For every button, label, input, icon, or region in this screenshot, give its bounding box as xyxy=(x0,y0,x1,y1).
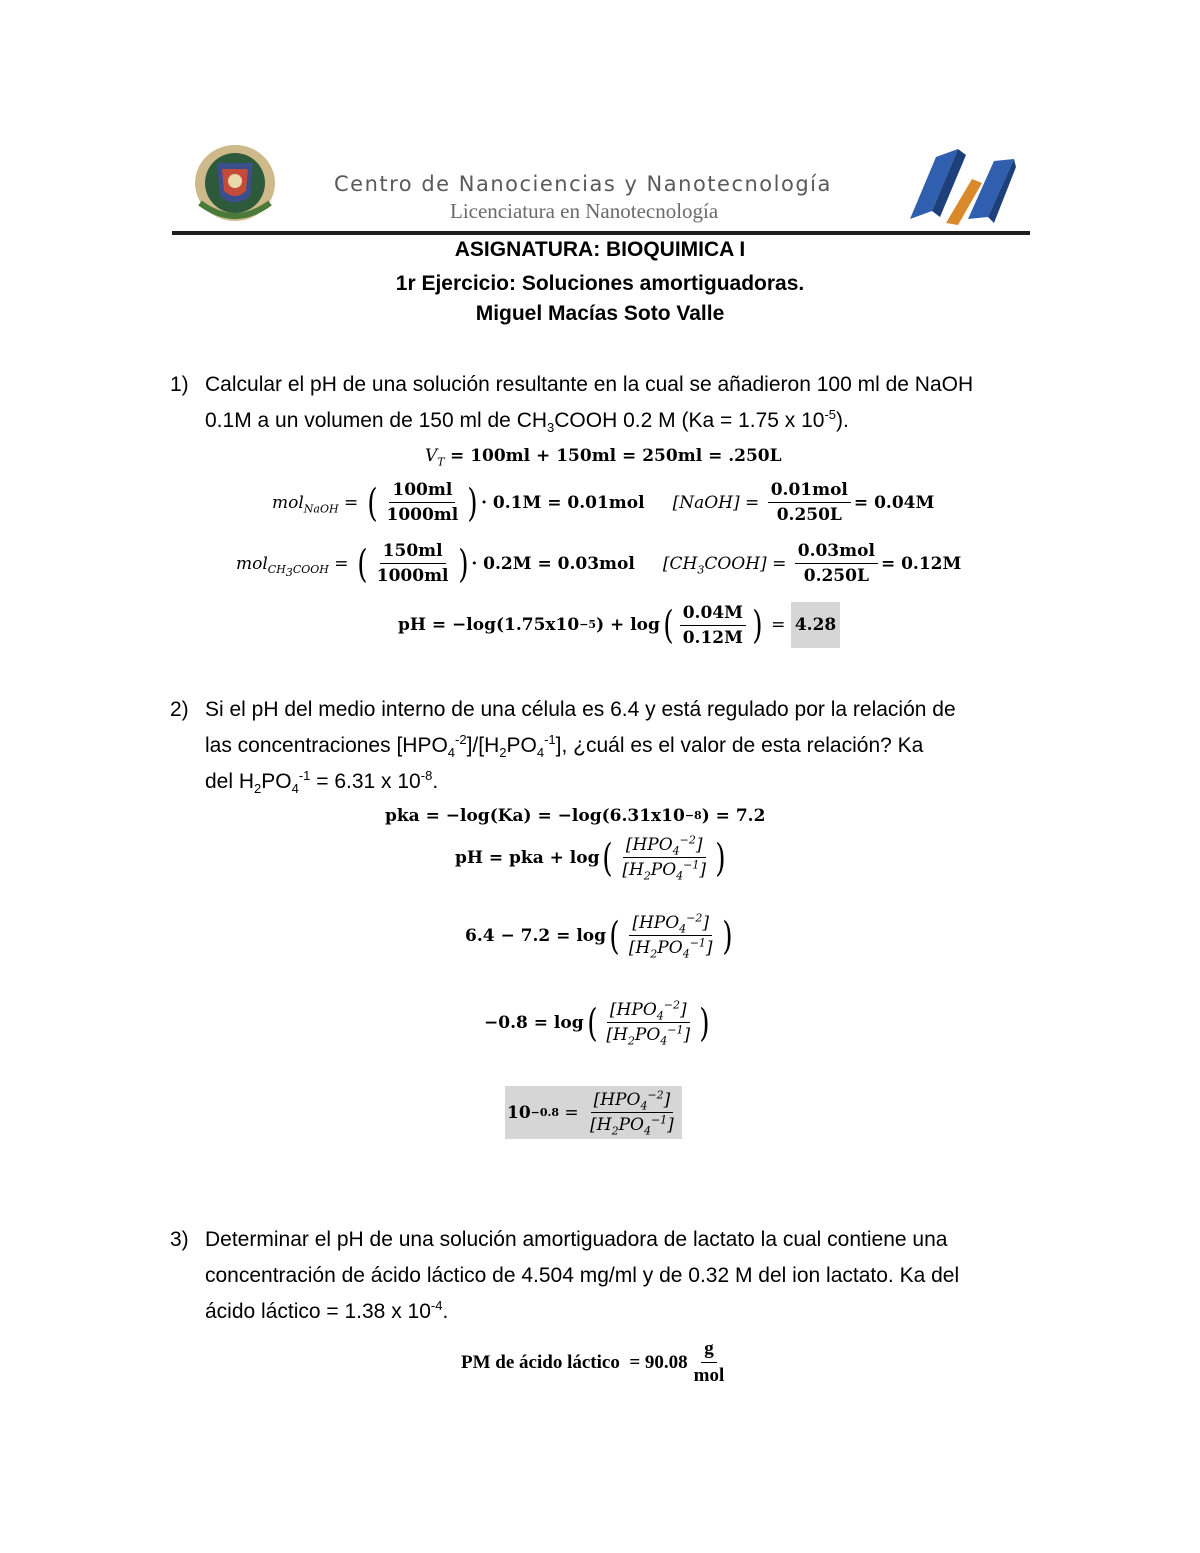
question-number: 2) xyxy=(170,698,189,721)
question-3 xyxy=(170,1222,1040,1330)
header-rule xyxy=(172,231,1030,235)
question-line: Calcular el pH de una solución resultante en la cual se añadieron 100 ml de NaOH xyxy=(205,373,974,396)
exercise-title: 1r Ejercicio: Soluciones amortiguadoras. xyxy=(395,272,805,295)
equation-total-volume: $V_T$ = 100ml + 150ml = 250ml = .250L xyxy=(425,446,782,469)
equation-mol-naoh: mol$_{NaOH}$ = ( $\frac{100ml}{1000ml}$ ) · 0.1M = 0.01mol [NaOH] = $\frac{\text{0.01mol}}{0.250L}$ = 0.04M xyxy=(272,480,935,525)
author-name: Miguel Macías Soto Valle xyxy=(475,302,725,325)
institution-banner xyxy=(172,135,1030,230)
unam-crest-icon xyxy=(192,141,278,223)
subject-title: ASIGNATURA: BIOQUIMICA I xyxy=(454,238,746,261)
equation-ratio-answer: 10 −0.8 = $\frac{[HPO_4^{-2}]}{[H_2PO_4^{-1}]}$ xyxy=(505,1086,682,1139)
question-text xyxy=(205,367,1040,439)
equation-substitution: 6.4 − 7.2 = log ( $\frac{[HPO_4^{-2}]}{[H_2PO_4^{-1}]}$ ) xyxy=(465,911,733,961)
question-text xyxy=(205,1222,1040,1330)
question-number: 3) xyxy=(170,1228,189,1251)
question-line: 0.1M a un volumen de 150 ml de $CH_3COOH$ 0.2 M (Ka = 1.75 x $10^{-5}$). xyxy=(205,407,849,436)
question-line: las concentraciones $[HPO_4^{-2}]/[H_2PO_4^{-1}]$, ¿cuál es el valor de esta relación? Ka xyxy=(205,732,924,761)
equation-mol-acetic: mol$_{CH_3COOH}$ = ( $\frac{150ml}{1000ml}$ ) · 0.2M = 0.03mol $[CH_3COOH]$ = $\frac{\text{0.03mol}}{0.250L}$ = 0.12M xyxy=(236,541,962,586)
question-line: ácido láctico = 1.38 x $10^{-4}$. xyxy=(205,1298,449,1323)
equation-molar-mass: PM de ácido láctico = 90.08 $\frac{g}{\text{mol}}$ xyxy=(461,1338,725,1386)
degree-name: Licenciatura en Nanotecnología xyxy=(450,199,719,223)
equation-log-value: −0.8 = log ( $\frac{[HPO_4^{-2}]}{[H_2PO_4^{-1}]}$ ) xyxy=(484,998,710,1048)
question-2 xyxy=(170,692,1040,800)
question-line: Determinar el pH de una solución amortiguadora de lactato la cual contiene una xyxy=(205,1228,948,1251)
equation-pka: pka = −log(Ka) = −log(6.31x10 −8 ) = 7.2 xyxy=(385,806,766,826)
question-number: 1) xyxy=(170,373,189,396)
equation-henderson: pH = pka + log ( $\frac{[HPO_4^{-2}]}{[H_2PO_4^{-1}]}$ ) xyxy=(455,833,726,883)
question-line: del $H_2PO_4^{-1} = 6.31$ x $10^{-8}$. xyxy=(205,768,439,797)
question-line: concentración de ácido láctico de 4.504 mg/ml y de 0.32 M del ion lactato. Ka del xyxy=(205,1264,960,1287)
question-1 xyxy=(170,367,1040,439)
question-text xyxy=(205,692,1040,800)
question-line: Si el pH del medio interno de una célula es 6.4 y está regulado por la relación de xyxy=(205,698,956,721)
cnyn-logo-icon xyxy=(906,139,1018,227)
center-name: Centro de Nanociencias y Nanotecnología xyxy=(334,172,832,196)
ph-answer: 4.28 xyxy=(791,602,840,648)
equation-ph-result: pH = −log(1.75x10 −5 ) + log ( $\frac{0.04M}{0.12M}$ ) = 4.28 xyxy=(398,602,840,648)
